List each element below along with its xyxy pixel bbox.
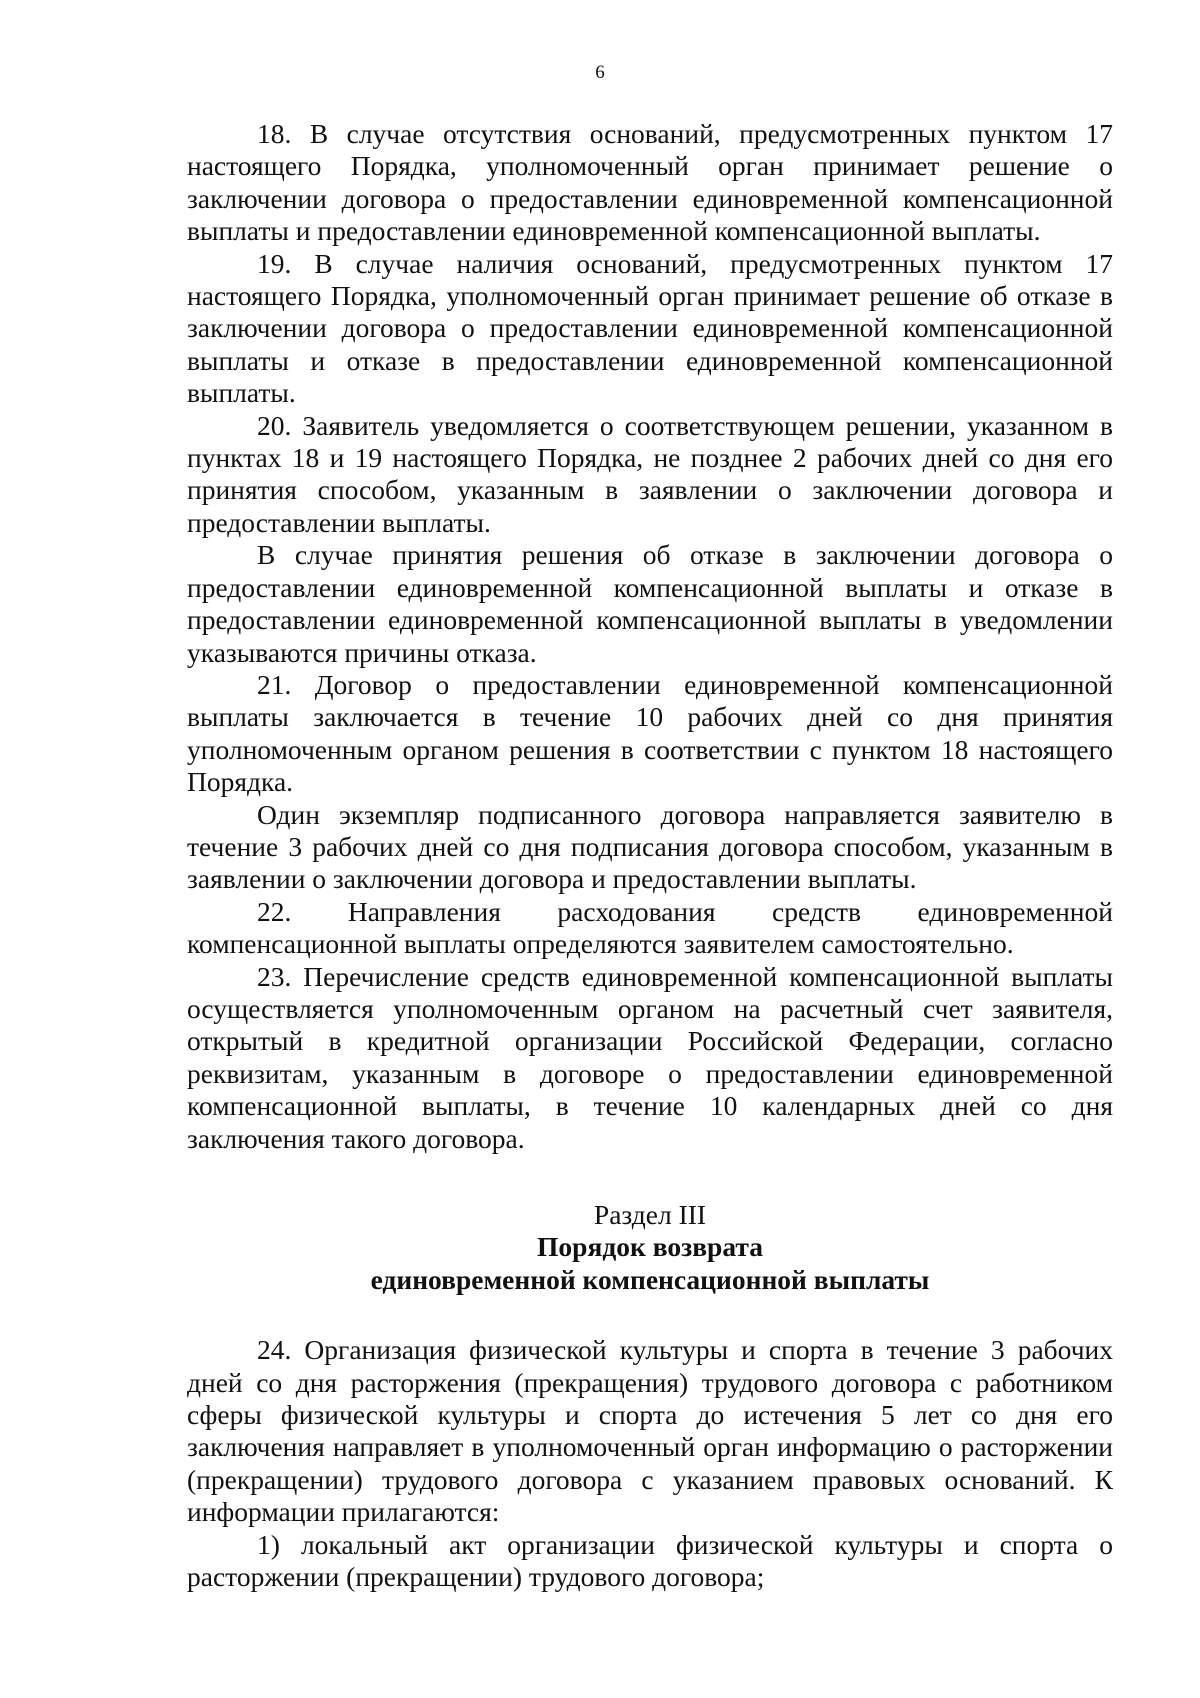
- paragraph-21-copy: Один экземпляр подписанного договора направляется заявителю в течение 3 рабочих дней со дня подписания договора способом, указанным в заявлении о заключении договора и предоставлении выплаты.: [187, 798, 1113, 895]
- paragraph-24: 24. Организация физической культуры и спорта в течение 3 рабочих дней со дня расторжения (прекращения) трудового договора с работником сферы физической культуры и спорта до истечения 5 лет со дня его заключения направляет в уполномоченный орган информацию о расторжении (прекращении) трудового договора с указанием правовых оснований. К информации прилагаются:: [187, 1334, 1113, 1528]
- paragraph-23: 23. Перечисление средств единовременной компенсационной выплаты осуществляется уполномоченным органом на расчетный счет заявителя, открытый в кредитной организации Российской Федерации, согласно реквизитам, указанным в договоре о предоставлении единовременной компенсационной выплаты, в течение 10 календарных дней со дня заключения такого договора.: [187, 960, 1113, 1154]
- paragraph-20: 20. Заявитель уведомляется о соответствующем решении, указанном в пунктах 18 и 19 настоящего Порядка, не позднее 2 рабочих дней со дня его принятия способом, указанным в заявлении о заключении договора и предоставлении выплаты.: [187, 409, 1113, 538]
- spacer: [187, 1155, 1113, 1199]
- page-number: 6: [595, 62, 605, 83]
- section-title-line-1: Порядок возврата: [537, 1231, 763, 1263]
- paragraph-22: 22. Направления расходования средств единовременной компенсационной выплаты определяются заявителем самостоятельно.: [187, 895, 1113, 960]
- list-item-1: 1) локальный акт организации физической культуры и спорта о расторжении (прекращении) трудового договора;: [187, 1528, 1113, 1593]
- paragraph-21: 21. Договор о предоставлении единовременной компенсационной выплаты заключается в течение 10 рабочих дней со дня принятия уполномоченным органом решения в соответствии с пунктом 18 настоящего Порядка.: [187, 668, 1113, 798]
- section-label: Раздел III: [593, 1199, 707, 1230]
- document-body: [187, 118, 1113, 1593]
- paragraph-18: 18. В случае отсутствия оснований, предусмотренных пунктом 17 настоящего Порядка, уполномоченный орган принимает решение о заключении договора о предоставлении единовременной компенсационной выплаты и предоставлении единовременной компенсационной выплаты.: [187, 118, 1113, 247]
- paragraph-20-refusal: В случае принятия решения об отказе в заключении договора о предоставлении единовременной компенсационной выплаты и отказе в предоставлении единовременной компенсационной выплаты в уведомлении указываются причины отказа.: [187, 539, 1113, 668]
- section-title-line-2: единовременной компенсационной выплаты: [370, 1263, 930, 1295]
- section-heading: [187, 1199, 1113, 1296]
- paragraph-19: 19. В случае наличия оснований, предусмотренных пунктом 17 настоящего Порядка, уполномоченный орган принимает решение об отказе в заключении договора о предоставлении единовременной компенсационной выплаты и отказе в предоставлении единовременной компенсационной выплаты.: [187, 247, 1113, 409]
- spacer: [187, 1296, 1113, 1334]
